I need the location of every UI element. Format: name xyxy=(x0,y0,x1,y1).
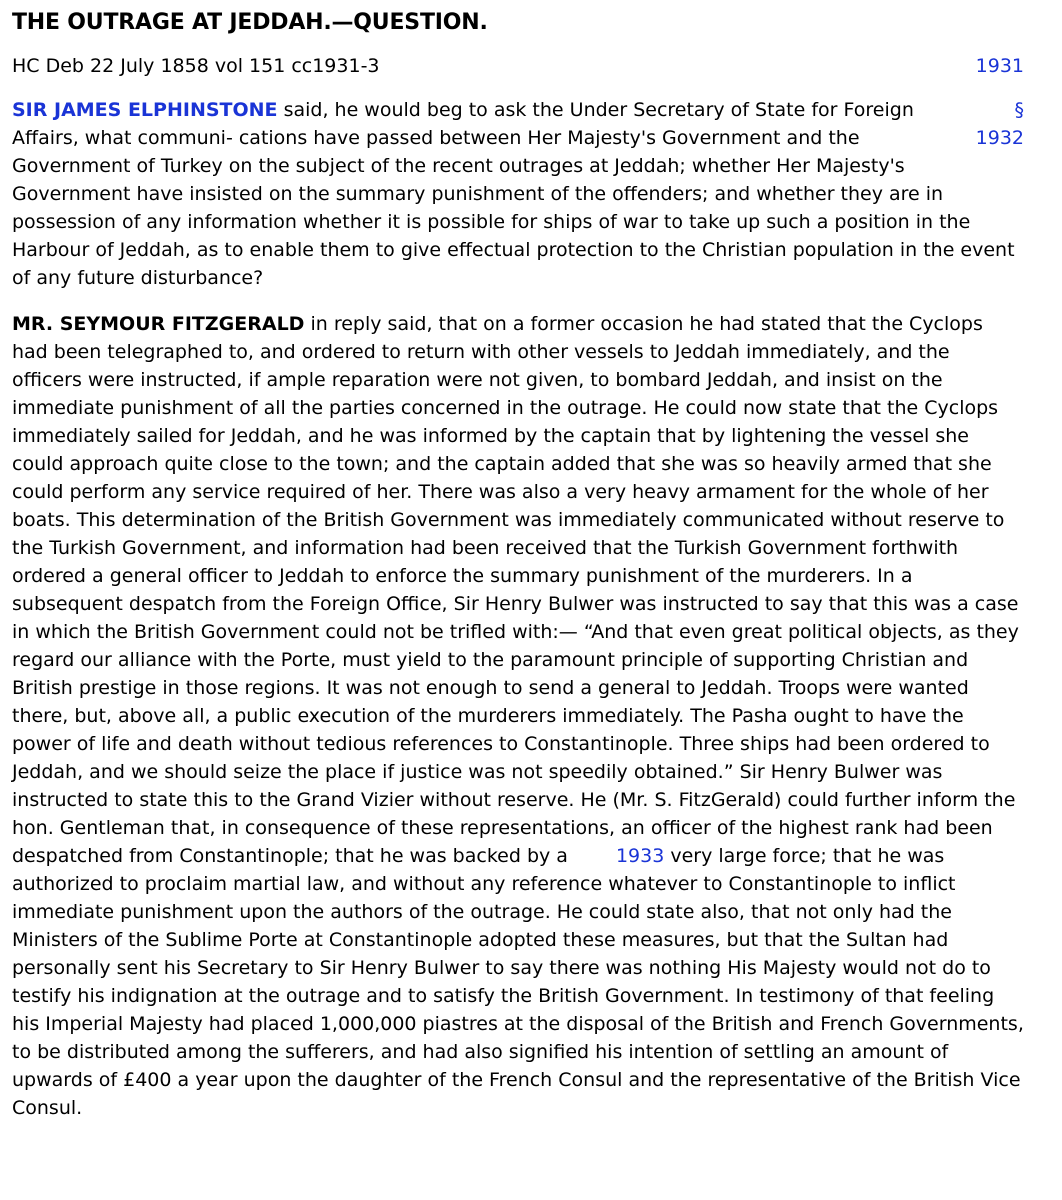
speaker-link[interactable]: SIR JAMES ELPHINSTONE xyxy=(12,99,278,121)
citation: HC Deb 22 July 1858 vol 151 cc1931-3 xyxy=(12,55,380,77)
speech-margin-marks xyxy=(954,96,1024,152)
speech-text-part-1: in reply said, that on a former occasion he had stated that the Cyclops had been telegraphed to, and ordered to return with other vessels to Jeddah immediately, and the officers were instructed, if ample reparation were not given, to bombard Jeddah, and insist on the immediate punishment of all the parties concerned in the outrage. He could now state that the Cyclops immediately sailed for Jeddah, and he was informed by the captain that by lightening the vessel she could approach quite close to the town; and the captain added that she was so heavily armed that she could perform any service required of her. There was also a very heavy armament for the whole of her boats. This determination of the British Government was immediately communicated without reserve to the Turkish Government, and information had been received that the Turkish Government forthwith ordered a general officer to Jeddah to enforce the summary punishment of the murderers. In a subsequent despatch from the Foreign Office, Sir Henry Bulwer was instructed to say that this was a case in which the British Government could not be trifled with:— “And that even great political objects, as they regard our alliance with the Porte, must yield to the paramount principle of supporting Christian and British prestige in those regions. It was not enough to send a general to Jeddah. Troops were wanted there, but, above all, a public execution of the murderers immediately. The Pasha ought to have the power of life and death without tedious references to Constantinople. Three ships had been ordered to Jeddah, and we should seize the place if justice was not speedily obtained.” Sir Henry Bulwer was instructed to state this to the Grand Vizier without reserve. He (Mr. S. FitzGerald) could further inform the hon. Gentleman that, in consequence of these representations, an officer of the highest rank had been despatched from Constantinople; that he was backed by a xyxy=(12,313,1019,867)
speech-elphinstone xyxy=(12,96,1024,292)
section-anchor-link[interactable]: § xyxy=(1014,99,1024,121)
column-link-1932[interactable]: 1932 xyxy=(975,127,1024,149)
column-link-start[interactable]: 1931 xyxy=(975,55,1024,77)
page-title: THE OUTRAGE AT JEDDAH.—QUESTION. xyxy=(12,10,488,35)
speaker-name: MR. SEYMOUR FITZGERALD xyxy=(12,313,305,335)
speech-text-part-2: very large force; that he was authorized to proclaim martial law, and without any reference whatever to Constantinople to inflict immediate punishment upon the authors of the outrage. He could state also, that not only had the Ministers of the Sublime Porte at Constantinople adopted these measures, but that the Sultan had personally sent his Secretary to Sir Henry Bulwer to say there was nothing His Majesty would not do to testify his indignation at the outrage and to satisfy the British Government. In testimony of that feeling his Imperial Majesty had placed 1,000,000 piastres at the disposal of the British and French Governments, to be distributed among the sufferers, and had also signified his intention of settling an amount of upwards of £400 a year upon the daughter of the French Consul and the representative of the British Vice Consul. xyxy=(12,845,1024,1119)
speech-fitzgerald xyxy=(12,310,1024,1122)
citation-row xyxy=(12,52,1024,80)
speech-text: said, he would beg to ask the Under Secretary of State for Foreign Affairs, what communi- cations have passed between Her Majesty's Government and the Government of Turkey on the subject of the recent outrages at Jeddah; whether Her Majesty's Government have insisted on the summary punishment of the offenders; and whether they are in possession of any information whether it is possible for ships of war to take up such a position in the Harbour of Jeddah, as to enable them to give effectual protection to the Christian population in the event of any future disturbance? xyxy=(12,99,1015,289)
column-link-1933[interactable]: 1933 xyxy=(615,845,665,867)
